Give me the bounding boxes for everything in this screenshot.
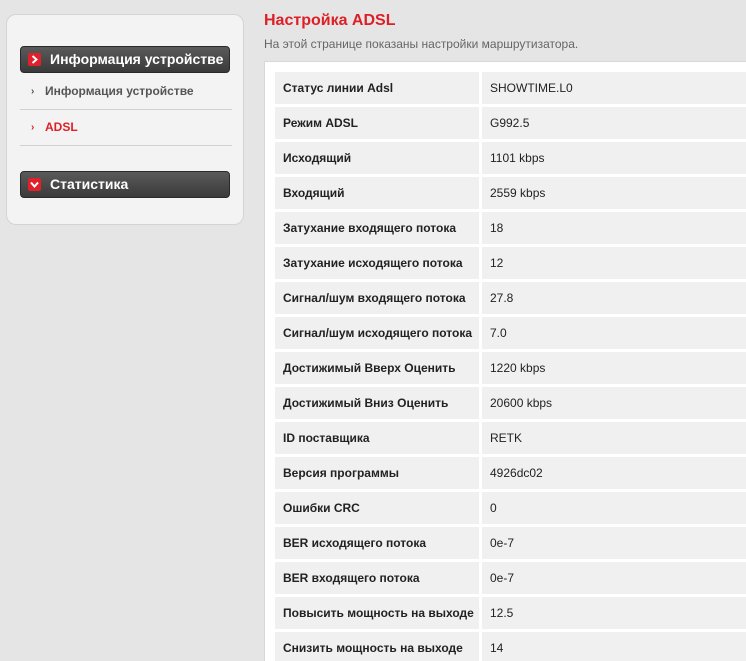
menu-header-label: Статистика (50, 176, 129, 192)
divider (20, 145, 232, 146)
table-row (275, 527, 746, 562)
menu-header-statistics[interactable] (20, 171, 230, 198)
sidebar-item-label: ADSL (45, 120, 78, 134)
table-row (275, 177, 746, 212)
table-row (275, 317, 746, 352)
adsl-info-panel (264, 61, 746, 661)
row-value: 0 (482, 492, 746, 527)
row-value: 27.8 (482, 282, 746, 317)
table-row (275, 107, 746, 142)
menu-header-device-info[interactable] (20, 46, 230, 73)
row-label: Сигнал/шум исходящего потока (275, 317, 479, 352)
row-value: SHOWTIME.L0 (482, 72, 746, 107)
row-value: 18 (482, 212, 746, 247)
menu-header-label: Информация устройстве (50, 51, 224, 67)
row-value: 14 (482, 632, 746, 661)
row-value: 1220 kbps (482, 352, 746, 387)
row-label: Версия программы (275, 457, 479, 492)
row-label: BER исходящего потока (275, 527, 479, 562)
table-row (275, 282, 746, 317)
page-subtitle: На этой странице показаны настройки маршрутизатора. (264, 37, 579, 51)
row-value: 4926dc02 (482, 457, 746, 492)
submenu-device-info (20, 79, 232, 151)
row-label: Статус линии Adsl (275, 72, 479, 107)
table-row (275, 247, 746, 282)
row-value: 1101 kbps (482, 142, 746, 177)
row-value: RETK (482, 422, 746, 457)
table-row (275, 457, 746, 492)
row-label: Режим ADSL (275, 107, 479, 142)
row-value: 12.5 (482, 597, 746, 632)
chevron-right-icon (28, 53, 41, 66)
sidebar (6, 14, 244, 225)
row-value: 2559 kbps (482, 177, 746, 212)
row-label: Ошибки CRC (275, 492, 479, 527)
row-label: Затухание исходящего потока (275, 247, 479, 282)
row-value: 12 (482, 247, 746, 282)
row-label: ID поставщика (275, 422, 479, 457)
bullet-icon: › (31, 122, 35, 133)
chevron-down-icon (28, 178, 41, 191)
row-value: 7.0 (482, 317, 746, 352)
page-title: Настройка ADSL (264, 12, 396, 29)
table-row (275, 352, 746, 387)
row-label: Сигнал/шум входящего потока (275, 282, 479, 317)
table-row (275, 597, 746, 632)
divider (20, 109, 232, 110)
row-label: Повысить мощность на выходе (275, 597, 479, 632)
table-row (275, 142, 746, 177)
table-row (275, 632, 746, 661)
row-label: Затухание входящего потока (275, 212, 479, 247)
bullet-icon: › (31, 86, 35, 97)
row-label: BER входящего потока (275, 562, 479, 597)
row-value: G992.5 (482, 107, 746, 142)
table-row (275, 492, 746, 527)
row-value: 0e-7 (482, 527, 746, 562)
table-row (275, 212, 746, 247)
table-row (275, 387, 746, 422)
row-label: Исходящий (275, 142, 479, 177)
row-label: Достижимый Вверх Оценить (275, 352, 479, 387)
row-value: 20600 kbps (482, 387, 746, 422)
table-row (275, 562, 746, 597)
row-value: 0e-7 (482, 562, 746, 597)
table-row (275, 422, 746, 457)
row-label: Входящий (275, 177, 479, 212)
row-label: Достижимый Вниз Оценить (275, 387, 479, 422)
table-row (275, 72, 746, 107)
adsl-info-table (275, 72, 746, 661)
row-label: Снизить мощность на выходе (275, 632, 479, 661)
sidebar-item-label: Информация устройстве (45, 84, 194, 98)
